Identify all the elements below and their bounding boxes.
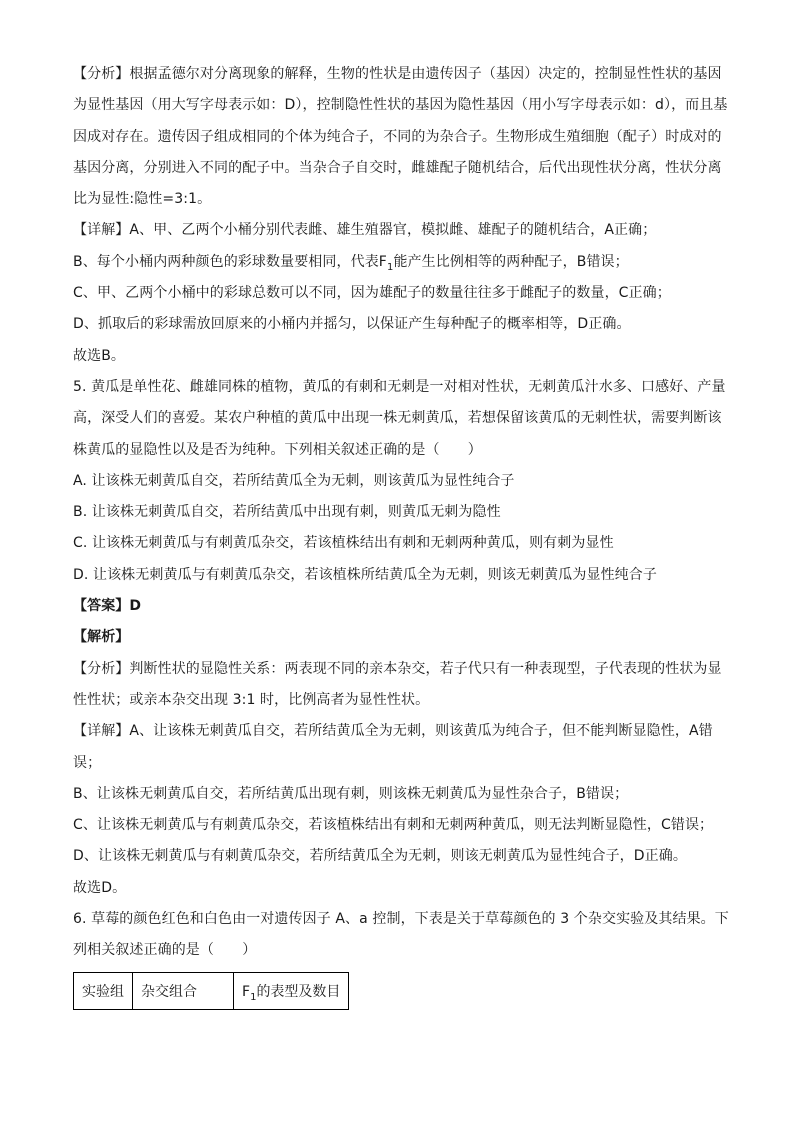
q5-conclusion: 故选D。	[73, 879, 127, 896]
q5-detail-a-line-1: 【详解】A、让该株无刺黄瓜自交，若所结黄瓜全为无刺，则该黄瓜为纯合子，但不能判断显隐性，A错	[73, 723, 713, 740]
q5-detail-d: D、让该株无刺黄瓜与有刺黄瓜杂交，若所结黄瓜全为无刺，则该无刺黄瓜为显性纯合子，D正确。	[73, 848, 687, 865]
q5-stem-line-1: 5. 黄瓜是单性花、雌雄同株的植物，黄瓜的有刺和无刺是一对相对性状，无刺黄瓜汁水多、口感好、产量	[73, 378, 726, 395]
q5-detail-a-line-2: 误；	[73, 754, 102, 771]
q4-detail-b-rest: 能产生比例相等的两种配子，B错误；	[393, 253, 629, 270]
strawberry-cross-table	[73, 972, 349, 1010]
table-header-f1	[234, 973, 349, 1010]
q5-stem-line-2: 高，深受人们的喜爱。某农户种植的黄瓜中出现一株无刺黄瓜，若想保留该黄瓜的无刺性状，需要判断该	[73, 410, 722, 427]
q4-detail-b-subscript: 1	[386, 261, 394, 273]
q5-option-a: A. 让该株无刺黄瓜自交，若所结黄瓜全为无刺，则该黄瓜为显性纯合子	[73, 472, 515, 489]
table-header-f1-letter: F	[242, 984, 251, 1001]
q4-detail-d: D、抓取后的彩球需放回原来的小桶内并摇匀，以保证产生每种配子的概率相等，D正确。	[73, 316, 631, 333]
q4-analysis-line-3: 因成对存在。遗传因子组成相同的个体为纯合子，不同的为杂合子。生物形成生殖细胞（配子）时成对的	[73, 128, 722, 145]
q5-analysis-line-1: 【分析】判断性状的显隐性关系：两表现不同的亲本杂交，若子代只有一种表现型，子代表现的性状为显	[73, 660, 722, 677]
q4-detail-b-text: B、每个小桶内两种颜色的彩球数量要相同，代表F	[73, 253, 387, 270]
document-page	[73, 64, 729, 1010]
table-header-group: 实验组	[74, 973, 133, 1010]
table-header-row	[74, 973, 349, 1010]
q4-detail-c: C、甲、乙两个小桶中的彩球总数可以不同，因为雄配子的数量往往多于雌配子的数量，C正确；	[73, 285, 671, 302]
q4-analysis-line-2: 为显性基因（用大写字母表示如：D），控制隐性性状的基因为隐性基因（用小写字母表示如：d），而且基	[73, 97, 728, 114]
table-header-cross: 杂交组合	[133, 973, 234, 1010]
q5-analysis-line-2: 性性状；或亲本杂交出现 3:1 时，比例高者为显性性状。	[73, 691, 430, 708]
q5-stem-line-3: 株黄瓜的显隐性以及是否为纯种。下列相关叙述正确的是（ ）	[73, 441, 482, 458]
q5-option-c: C. 让该株无刺黄瓜与有刺黄瓜杂交，若该植株结出有刺和无刺两种黄瓜，则有刺为显性	[73, 535, 614, 552]
q6-stem-line-1: 6. 草莓的颜色红色和白色由一对遗传因子 A、a 控制，下表是关于草莓颜色的 3 个杂交实验及其结果。下	[73, 911, 729, 928]
q4-analysis-line-1: 【分析】根据孟德尔对分离现象的解释，生物的性状是由遗传因子（基因）决定的，控制显性性状的基因	[73, 66, 722, 82]
q5-analysis-label: 【解析】	[73, 629, 130, 646]
q4-conclusion: 故选B。	[73, 347, 126, 364]
table-header-f1-subscript: 1	[250, 992, 257, 1004]
q4-analysis-line-4: 基因分离，分别进入不同的配子中。当杂合子自交时，雌雄配子随机结合，后代出现性状分离，性状分离	[73, 159, 722, 176]
q5-option-b: B. 让该株无刺黄瓜自交，若所结黄瓜中出现有刺，则黄瓜无刺为隐性	[73, 504, 501, 521]
q6-stem-line-2: 列相关叙述正确的是（ ）	[73, 942, 257, 959]
table-header-f1-rest: 的表型及数目	[256, 984, 341, 1001]
q4-analysis-line-5: 比为显性:隐性=3:1。	[73, 191, 212, 208]
q5-answer: 【答案】D	[73, 598, 142, 615]
q4-detail-a: 【详解】A、甲、乙两个小桶分别代表雌、雄生殖器官，模拟雌、雄配子的随机结合，A正确；	[73, 222, 657, 239]
q5-detail-b: B、让该株无刺黄瓜自交，若所结黄瓜出现有刺，则该株无刺黄瓜为显性杂合子，B错误；	[73, 785, 629, 802]
q5-option-d: D. 让该株无刺黄瓜与有刺黄瓜杂交，若该植株所结黄瓜全为无刺，则该无刺黄瓜为显性纯合子	[73, 566, 657, 583]
q4-detail-b	[73, 252, 725, 272]
q5-detail-c: C、让该株无刺黄瓜与有刺黄瓜杂交，若该植株结出有刺和无刺两种黄瓜，则无法判断显隐性，C错误；	[73, 817, 714, 834]
